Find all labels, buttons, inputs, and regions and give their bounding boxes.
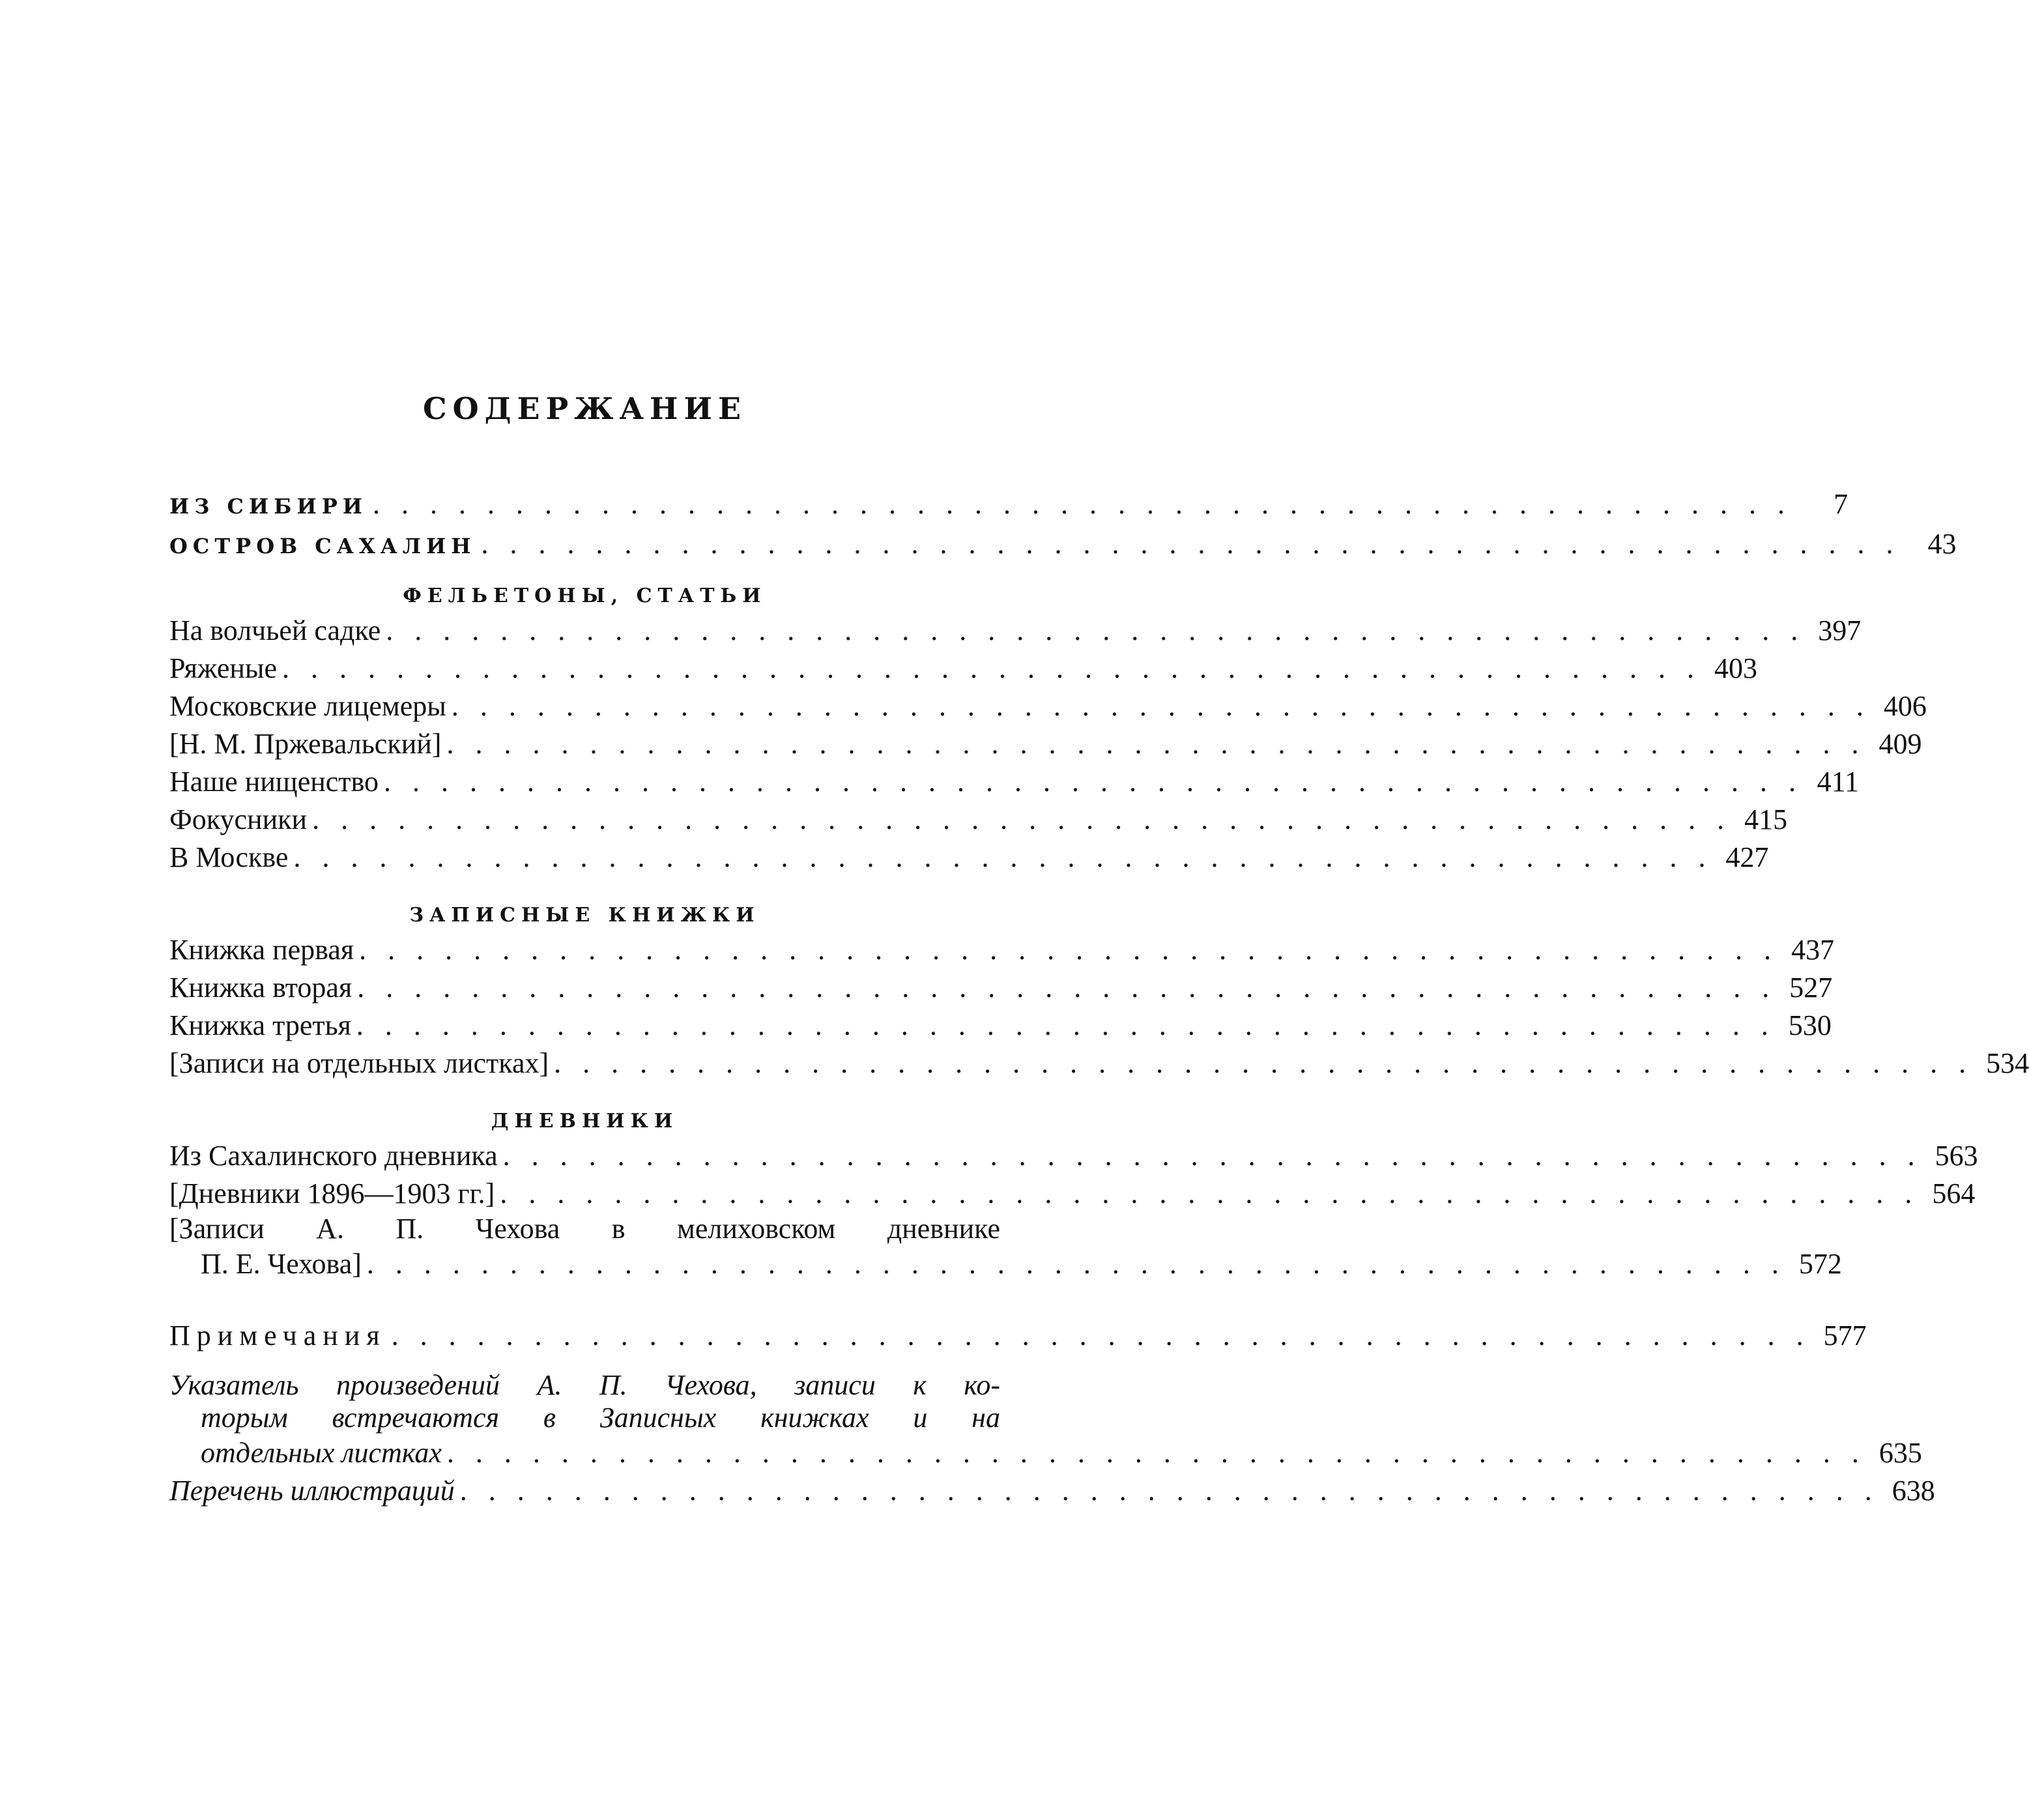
toc-entry-label: [Дневники 1896—1903 гг.] <box>169 1177 495 1210</box>
dot-leader: . . . . . . . . . . . . . . . . . . . . . . . . . . . . . . . . . . . . . . . . . . . . . . . . . . <box>384 766 1803 798</box>
toc-entry-label: Фокусники <box>169 803 308 836</box>
toc-entry-page: 427 <box>1725 841 1769 874</box>
toc-entry[interactable] <box>169 969 1833 1007</box>
toc-entry-label: На волчьей садке <box>169 614 381 647</box>
toc-entry-page: 406 <box>1883 690 1927 723</box>
dot-leader: . . . . . . . . . . . . . . . . . . . . . . . . . . . . . . . . . . . . . . . . . . . . . . . . . . <box>502 1140 1922 1172</box>
toc-entry-page: 563 <box>1935 1140 1978 1172</box>
toc-entry-page: 635 <box>1878 1437 1922 1469</box>
toc-entry[interactable] <box>169 687 1927 725</box>
toc-entry[interactable] <box>169 725 1922 763</box>
toc-entry-page: 527 <box>1789 972 1833 1004</box>
toc-entry-page: 577 <box>1823 1320 1867 1352</box>
dot-leader: . . . . . . . . . . . . . . . . . . . . . . . . . . . . . . . . . . . . . . . . . . . . . . . . . . <box>357 972 1777 1004</box>
toc-entry-page: 409 <box>1878 728 1922 760</box>
toc-entry[interactable] <box>169 763 1859 801</box>
dot-leader: . . . . . . . . . . . . . . . . . . . . . . . . . . . . . . . . . . . . . . . . . . . . . . . . . . <box>293 841 1713 874</box>
toc-entry-ostrov-sakhalin[interactable] <box>169 525 1957 565</box>
toc-entry-multiline-line1[interactable]: [Записи А. П. Чехова в мелиховском дневнике <box>169 1213 1000 1245</box>
toc-entry-label: отдельных листках <box>201 1437 442 1469</box>
toc-entry-label: В Москве <box>169 841 289 874</box>
toc-entry[interactable] <box>169 801 1788 839</box>
section-heading-zapisnye-knizhki: ЗАПИСНЫЕ КНИЖКИ <box>409 904 760 927</box>
toc-entry[interactable] <box>169 1137 1978 1175</box>
toc-entry[interactable] <box>169 1175 1976 1213</box>
toc-entry-primechaniya[interactable] <box>169 1317 1867 1355</box>
dot-leader: . . . . . . . . . . . . . . . . . . . . . . . . . . . . . . . . . . . . . . . . . . . . . . . . . . <box>554 1047 1974 1080</box>
toc-entry-label: ОСТРОВ САХАЛИН <box>169 534 476 559</box>
dot-leader: . . . . . . . . . . . . . . . . . . . . . . . . . . . . . . . . . . . . . . . . . . . . . . . . . . <box>446 1437 1866 1469</box>
toc-entry-iz-sibiri[interactable] <box>169 485 1849 525</box>
dot-leader: . . . . . . . . . . . . . . . . . . . . . . . . . . . . . . . . . . . . . . . . . . . . . . . . . . <box>459 1475 1879 1507</box>
dot-leader: . . . . . . . . . . . . . . . . . . . . . . . . . . . . . . . . . . . . . . . . . . . . . . . . . . <box>359 934 1779 966</box>
dot-leader: . . . . . . . . . . . . . . . . . . . . . . . . . . . . . . . . . . . . . . . . . . . . . . . . . . <box>500 1177 1920 1210</box>
dot-leader: . . . . . . . . . . . . . . . . . . . . . . . . . . . . . . . . . . . . . . . . . . . . . . . . . . <box>282 652 1702 685</box>
page-title: СОДЕРЖАНИЕ <box>422 391 747 426</box>
toc-entry-page: 7 <box>1834 488 1849 521</box>
dot-leader: . . . . . . . . . . . . . . . . . . . . . . . . . . . . . . . . . . . . . . . . . . . . . . . . . . <box>386 614 1806 647</box>
toc-entry-page: 403 <box>1714 652 1758 685</box>
toc-entry-page: 415 <box>1744 803 1788 836</box>
toc-entry-page: 437 <box>1791 934 1835 966</box>
toc-entry-label: П. Е. Чехова] <box>201 1248 362 1280</box>
toc-entry-label: Примечания <box>169 1320 386 1352</box>
toc-entry-page: 397 <box>1818 614 1862 647</box>
dot-leader: . . . . . . . . . . . . . . . . . . . . . . . . . . . . . . . . . . . . . . . . . . . . . . . . . . <box>451 690 1871 723</box>
dot-leader: . . . . . . . . . . . . . . . . . . . . . . . . . . . . . . . . . . . . . . . . . . . . . . . . . . <box>312 803 1732 836</box>
toc-entry-label: ИЗ СИБИРИ <box>169 494 368 519</box>
toc-entry-label: Ряженые <box>169 652 278 685</box>
toc-entry-page: 534 <box>1986 1047 2029 1080</box>
toc-entry-label: Московские лицемеры <box>169 690 446 723</box>
toc-entry-page: 530 <box>1788 1009 1832 1042</box>
toc-entry-label: Книжка первая <box>169 934 354 966</box>
toc-entry-index-line1[interactable]: Указатель произведений А. П. Чехова, записи к ко- <box>169 1369 1000 1402</box>
dot-leader: . . . . . . . . . . . . . . . . . . . . . . . . . . . . . . . . . . . . . . . . . . . . . . . . . . <box>373 488 1792 521</box>
toc-entry-label: [Н. М. Пржевальский] <box>169 728 442 760</box>
toc-entry-page: 411 <box>1817 766 1859 798</box>
toc-entry-page: 638 <box>1892 1475 1935 1507</box>
toc-entry[interactable] <box>169 1007 1832 1045</box>
dot-leader: . . . . . . . . . . . . . . . . . . . . . . . . . . . . . . . . . . . . . . . . . . . . . . . . . . <box>366 1248 1786 1280</box>
toc-entry-label: Перечень иллюстраций <box>169 1475 455 1507</box>
dot-leader: . . . . . . . . . . . . . . . . . . . . . . . . . . . . . . . . . . . . . . . . . . . . . . . . . . <box>481 528 1901 560</box>
toc-entry[interactable] <box>169 931 1835 969</box>
toc-entry-label: Книжка вторая <box>169 972 353 1004</box>
table-of-contents <box>169 391 2029 1510</box>
toc-entry-index-line3[interactable] <box>169 1434 1922 1472</box>
toc-entry[interactable] <box>169 1045 2029 1082</box>
toc-entry-page: 564 <box>1932 1177 1976 1210</box>
toc-entry-multiline-line2[interactable] <box>169 1245 1842 1283</box>
dot-leader: . . . . . . . . . . . . . . . . . . . . . . . . . . . . . . . . . . . . . . . . . . . . . . . . . . <box>391 1320 1811 1352</box>
toc-entry-label: Из Сахалинского дневника <box>169 1140 498 1172</box>
toc-entry[interactable] <box>169 650 1758 687</box>
toc-entry-label: Книжка третья <box>169 1009 351 1042</box>
dot-leader: . . . . . . . . . . . . . . . . . . . . . . . . . . . . . . . . . . . . . . . . . . . . . . . . . . <box>356 1009 1776 1042</box>
toc-entry-label: [Записи на отдельных листках] <box>169 1047 549 1080</box>
toc-entry-page: 43 <box>1927 528 1957 560</box>
section-heading-feletony: ФЕЛЬЕТОНЫ, СТАТЬИ <box>403 585 767 608</box>
toc-entry[interactable] <box>169 612 1862 650</box>
section-heading-dnevniki: ДНЕВНИКИ <box>491 1110 679 1133</box>
toc-entry-illustrations[interactable] <box>169 1472 1935 1510</box>
toc-entry-page: 572 <box>1798 1248 1842 1280</box>
toc-entry-index-line2[interactable]: торым встречаются в Записных книжках и на <box>201 1402 1000 1434</box>
toc-entry[interactable] <box>169 839 1769 876</box>
dot-leader: . . . . . . . . . . . . . . . . . . . . . . . . . . . . . . . . . . . . . . . . . . . . . . . . . . <box>446 728 1866 760</box>
toc-entry-label: Наше нищенство <box>169 766 379 798</box>
